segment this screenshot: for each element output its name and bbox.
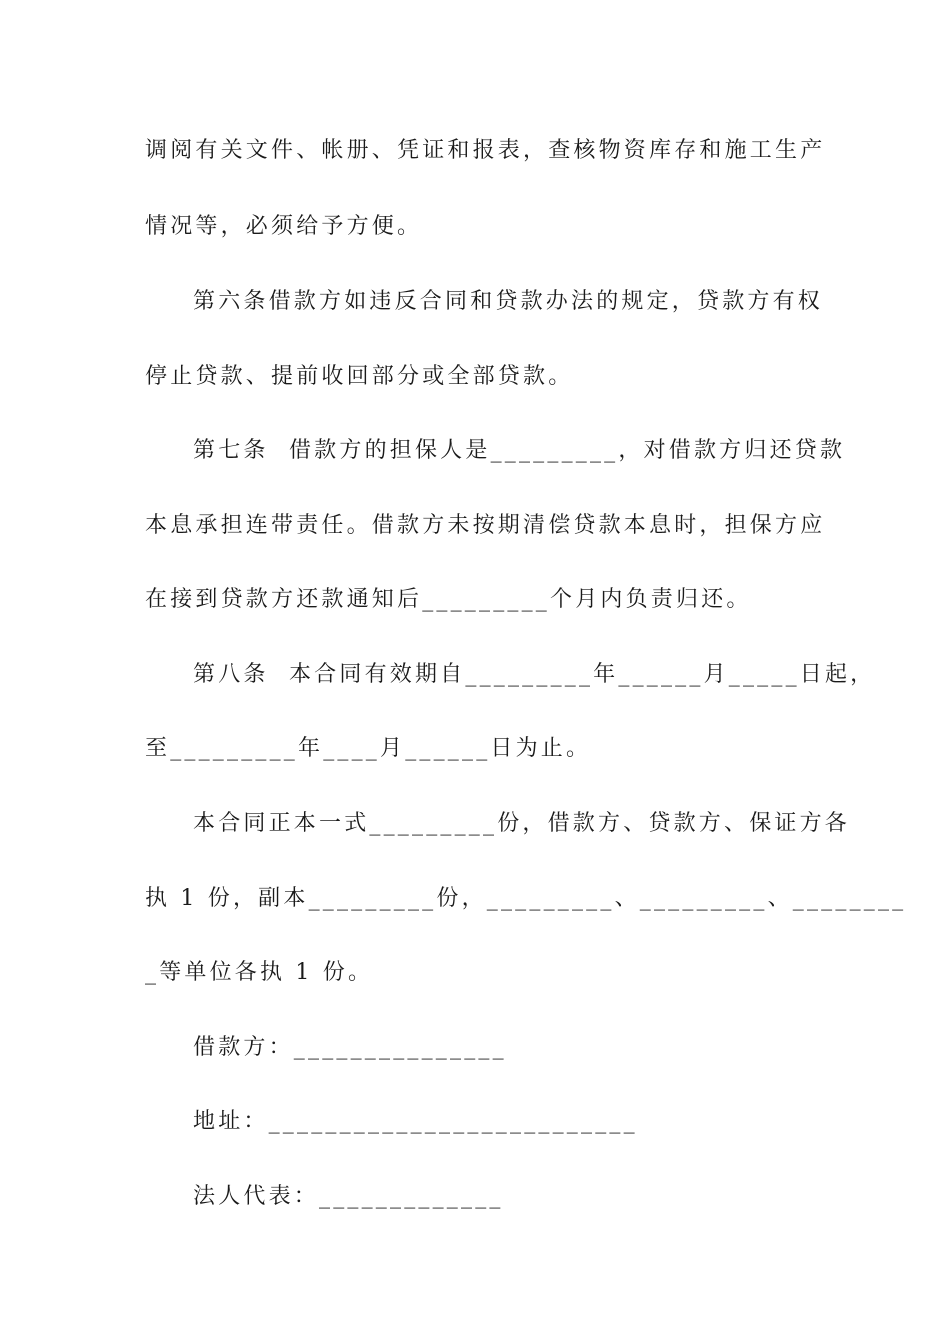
paragraph-line: 执 1 份，副本_________份，_________、_________、________ [145,886,907,911]
article-six-line: 第六条借款方如违反合同和贷款办法的规定，贷款方有权 [193,289,824,314]
legal-representative-field: 法人代表：_____________ [193,1184,504,1209]
article-seven-line: 第七条 借款方的担保人是_________，对借款方归还贷款 [193,438,846,463]
paragraph-line: 本息承担连带责任。借款方未按期清偿贷款本息时，担保方应 [145,513,826,538]
copies-line: 本合同正本一式_________份，借款方、贷款方、保证方各 [193,811,851,836]
borrower-field: 借款方：_______________ [193,1035,507,1060]
address-field: 地址：__________________________ [193,1109,638,1134]
paragraph-line: 在接到贷款方还款通知后_________个月内负责归还。 [145,587,752,612]
paragraph-line: _等单位各执 1 份。 [145,960,374,985]
article-eight-line: 第八条 本合同有效期自_________年______月_____日起， [193,662,876,687]
paragraph-line: 至_________年____月______日为止。 [145,736,592,761]
paragraph-line: 情况等，必须给予方便。 [145,214,423,239]
paragraph-line: 调阅有关文件、帐册、凭证和报表，查核物资库存和施工生产 [145,138,826,163]
paragraph-line: 停止贷款、提前收回部分或全部贷款。 [145,364,574,389]
